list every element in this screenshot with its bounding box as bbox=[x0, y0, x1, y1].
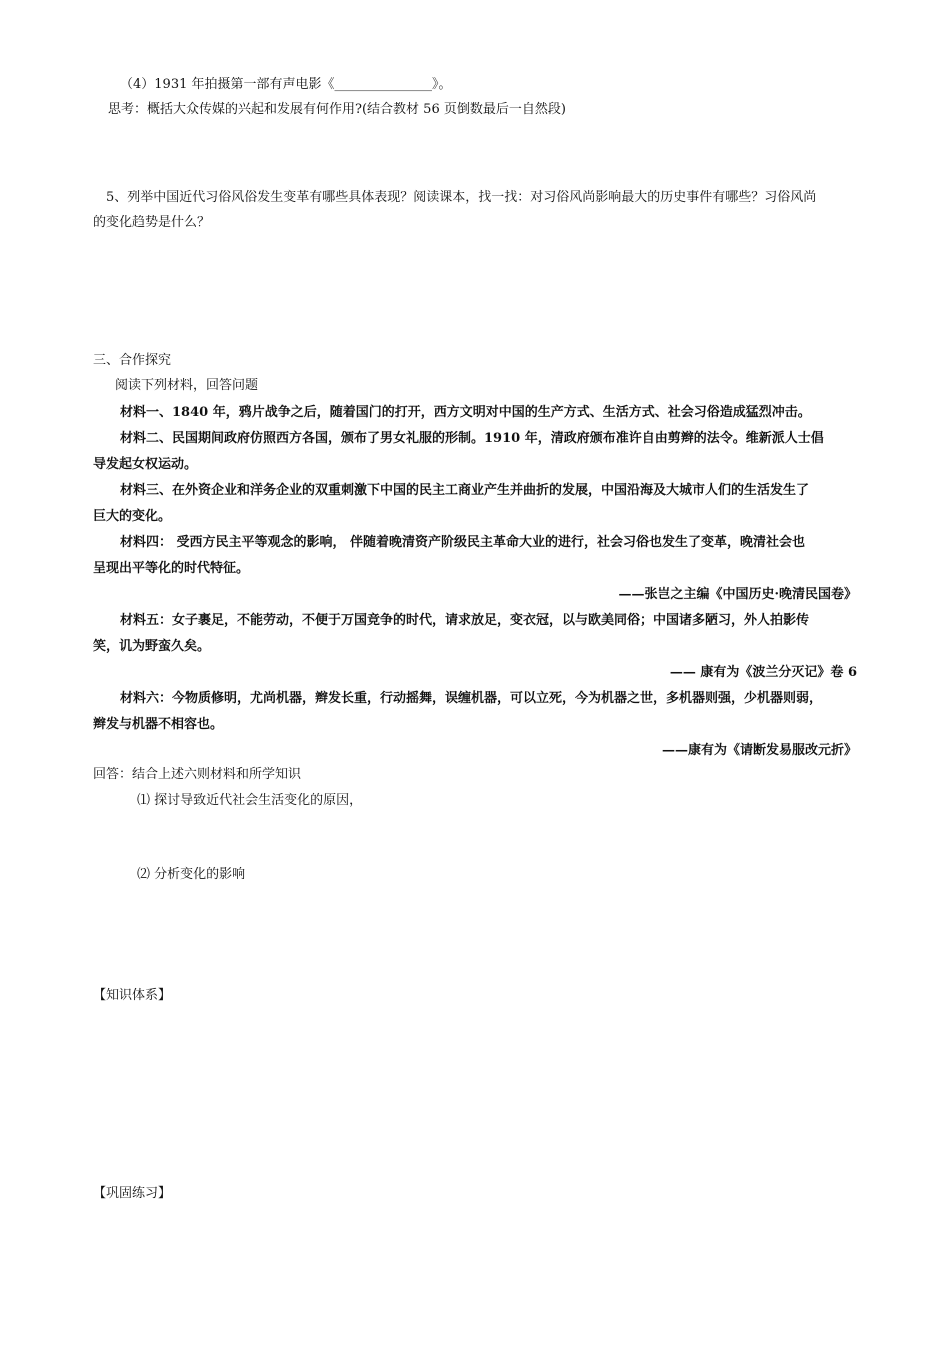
sub-question-2: ⑵ 分析变化的影响 bbox=[137, 867, 246, 882]
film-title-blank[interactable]: _______________ bbox=[334, 77, 432, 92]
material-4-source: ——张岂之主编《中国历史·晚清民国卷》 bbox=[618, 587, 857, 602]
material-6-source: ——康有为《请断发易服改元折》 bbox=[661, 743, 857, 758]
item4-suffix: 》。 bbox=[432, 77, 452, 92]
question-5-line2: 的变化趋势是什么？ bbox=[93, 215, 211, 230]
material-6-line1: 材料六：今物质修明，尤尚机器，辫发长重，行动摇舞，误缠机器，可以立死，今为机器之世，多机器则强，少机器则弱， bbox=[120, 691, 823, 706]
material-2-line1: 材料二、民国期间政府仿照西方各国，颁布了男女礼服的形制。1910 年，清政府颁布准许自由剪辫的法令。维新派人士倡 bbox=[120, 431, 824, 446]
material-6-line2: 辫发与机器不相容也。 bbox=[93, 717, 224, 732]
practice-heading: 【巩固练习】 bbox=[93, 1186, 172, 1201]
material-1: 材料一、1840 年，鸦片战争之后，随着国门的打开，西方文明对中国的生产方式、生活方式、社会习俗造成猛烈冲击。 bbox=[120, 405, 811, 420]
section-heading: 三、合作探究 bbox=[93, 353, 172, 368]
material-3-line1: 材料三、在外资企业和洋务企业的双重刺激下中国的民主工商业产生并曲折的发展，中国沿海及大城市人们的生活发生了 bbox=[120, 483, 810, 498]
item4-line bbox=[120, 76, 452, 93]
material-5-line2: 笑，讥为野蛮久矣。 bbox=[93, 639, 211, 654]
question-5-line1: 5、列举中国近代习俗风俗发生变革有哪些具体表现？阅读课本，找一找：对习俗风尚影响最大的历史事件有哪些？习俗风尚 bbox=[106, 190, 817, 205]
item4-prefix: （4）1931 年拍摄第一部有声电影《 bbox=[120, 77, 335, 92]
material-5-line1: 材料五：女子裹足，不能劳动，不便于万国竞争的时代，请求放足，变衣冠，以与欧美同俗；中国诸多陋习，外人拍影传 bbox=[120, 613, 810, 628]
material-5-source: —— 康有为《波兰分灭记》卷 6 bbox=[669, 665, 857, 680]
material-3-line2: 巨大的变化。 bbox=[93, 509, 172, 524]
material-4-line1: 材料四： 受西方民主平等观念的影响， 伴随着晚清资产阶级民主革命大业的进行，社会习俗也发生了变革，晚清社会也 bbox=[120, 535, 806, 550]
think-question: 思考：概括大众传媒的兴起和发展有何作用?(结合教材 56 页倒数最后一自然段) bbox=[108, 102, 566, 117]
material-2-line2: 导发起女权运动。 bbox=[93, 457, 198, 472]
material-4-line2: 呈现出平等化的时代特征。 bbox=[93, 561, 250, 576]
answer-intro: 回答：结合上述六则材料和所学知识 bbox=[93, 767, 302, 782]
section-intro: 阅读下列材料，回答问题 bbox=[115, 378, 259, 393]
sub-question-1: ⑴ 探讨导致近代社会生活变化的原因， bbox=[137, 793, 363, 808]
knowledge-system-heading: 【知识体系】 bbox=[93, 988, 172, 1003]
